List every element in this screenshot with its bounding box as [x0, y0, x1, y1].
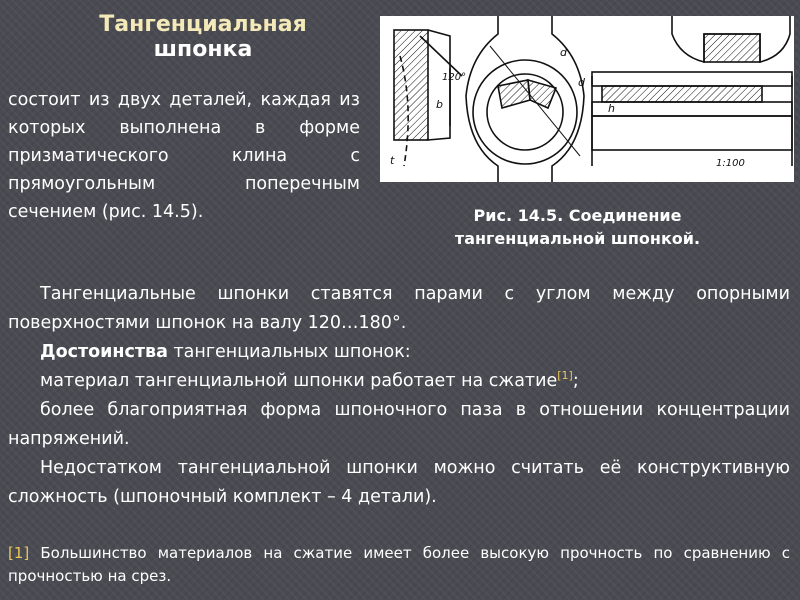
section-view — [390, 30, 466, 167]
footnote-text: Большинство материалов на сжатие имеет более высокую прочность по сравнению с прочностью на срез. — [8, 544, 790, 585]
paragraph-disadvantage: Недостатком тангенциальной шпонки можно считать её конструктивную сложность (шпоночный комплект – 4 детали). — [8, 458, 790, 507]
circular-view — [466, 16, 586, 182]
hub-hatched — [704, 34, 760, 62]
caption-line-1: Рис. 14.5. Соединение — [473, 206, 682, 225]
main-text — [8, 280, 790, 512]
footnote — [8, 542, 790, 588]
hub-circle — [473, 60, 577, 164]
figure-caption — [400, 204, 755, 250]
footnote-mark: [1] — [8, 544, 30, 562]
key-1 — [498, 80, 530, 108]
label-b: b — [436, 98, 443, 111]
footnote-link[interactable]: [1] — [557, 369, 573, 383]
advantages-rest: тангенциальных шпонок: — [167, 342, 411, 362]
shaft-body — [592, 116, 792, 150]
title-line-1: Тангенциальная — [99, 12, 307, 37]
paragraph-advantages-heading — [8, 338, 790, 367]
label-d-2: d — [578, 76, 585, 89]
hub-outline-right — [552, 16, 584, 182]
key-bottom — [592, 102, 792, 116]
label-h: h — [608, 102, 615, 115]
paragraph-groove-shape: более благоприятная форма шпоночного паза в отношении концентрации напряжений. — [8, 400, 790, 449]
slide-title — [58, 12, 348, 62]
caption-line-2: тангенциальной шпонкой. — [454, 229, 701, 248]
longitudinal-view — [592, 16, 792, 169]
key-hatched — [602, 86, 762, 102]
label-slope: 1:100 — [716, 158, 745, 169]
intro-text: состоит из двух деталей, каждая из которых выполнена в форме призматического клина с прямоугольным поперечным сечением (рис. 14.5). — [8, 90, 360, 222]
key-top — [592, 72, 792, 86]
label-angle: 120° — [442, 72, 467, 83]
tangential-key-drawing — [380, 16, 794, 182]
label-d-1: d — [560, 46, 567, 59]
compression-text: материал тангенциальной шпонки работает на сжатие — [40, 371, 558, 391]
drawing-svg — [380, 16, 794, 182]
paragraph-compression — [8, 367, 790, 396]
title-line-2: шпонка — [153, 37, 253, 62]
advantages-bold: Достоинства — [40, 342, 168, 362]
hub-outline-left — [466, 16, 498, 182]
compression-end: ; — [572, 371, 579, 391]
label-t: t — [390, 154, 395, 167]
hub-wall-hatched — [394, 30, 428, 140]
paragraph-pairs: Тангенциальные шпонки ставятся парами с углом между опорными поверхностями шпонок на валу 120…180°. — [8, 284, 790, 333]
